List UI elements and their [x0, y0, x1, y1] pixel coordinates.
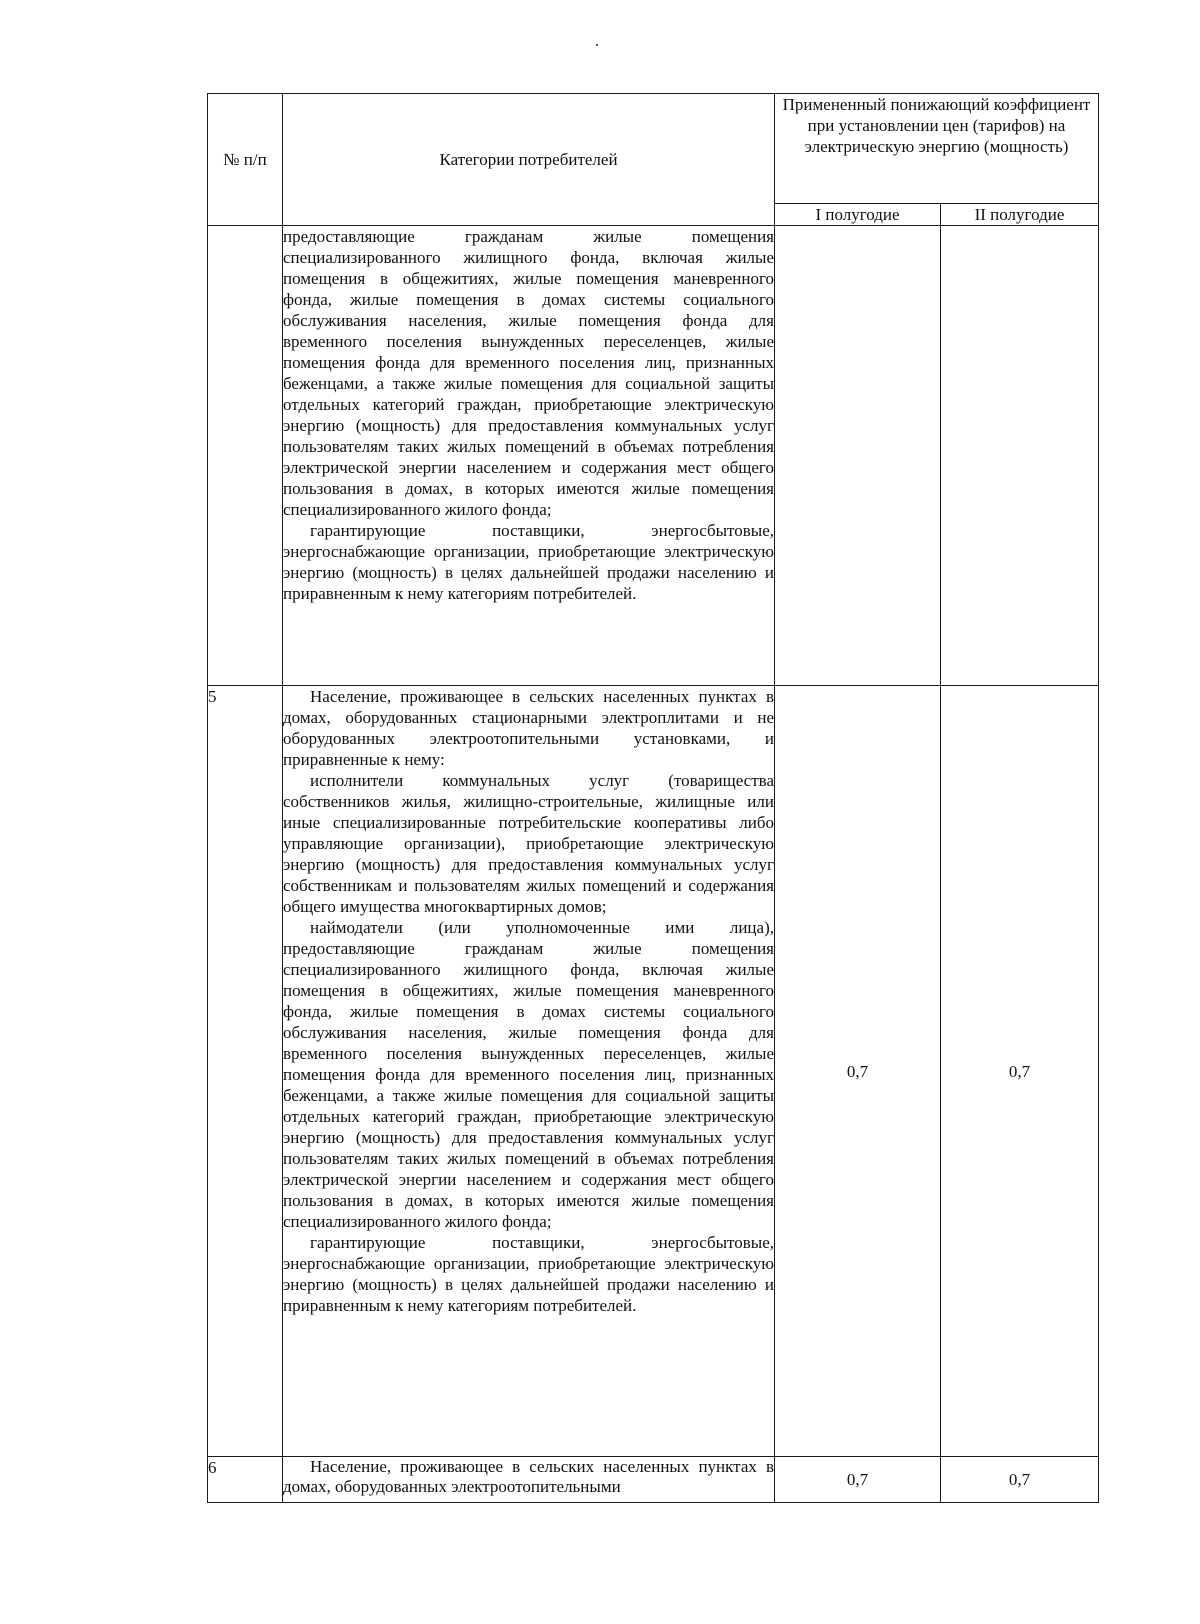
header-reduction-coefficient: Примененный понижающий коэффициент при установлении цен (тарифов) на электрическую энергию (мощность) [775, 94, 1099, 204]
first-half-coefficient: 0,7 [775, 686, 941, 1457]
table-row [208, 686, 1099, 1457]
first-half-coefficient: 0,7 [775, 1457, 941, 1503]
header-first-half-year: I полугодие [775, 204, 941, 226]
second-half-coefficient: 0,7 [941, 1457, 1099, 1503]
consumer-category-text [283, 1457, 775, 1503]
header-second-half-year: II полугодие [941, 204, 1099, 226]
second-half-coefficient: 0,7 [941, 686, 1099, 1457]
category-paragraph: исполнители коммунальных услуг (товарищества собственников жилья, жилищно-строительные, жилищные или иные специализированные потребительские кооперативы либо управляющие организации), приобретающие электрическую энергию (мощность) для предоставления коммунальных услуг собственникам и пользователям жилых помещений и содержания общего имущества многоквартирных домов; [283, 771, 774, 916]
category-paragraph: гарантирующие поставщики, энергосбытовые, энергоснабжающие организации, приобретающие электрическую энергию (мощность) в целях дальнейшей продажи населению и приравненным к нему категориям потребителей. [283, 521, 774, 603]
table-row [208, 226, 1099, 686]
row-number: 6 [208, 1457, 283, 1503]
row-number: 5 [208, 686, 283, 1457]
second-half-coefficient [941, 226, 1099, 686]
row-number [208, 226, 283, 686]
header-consumer-category: Категории потребителей [283, 94, 775, 226]
scan-speck [596, 44, 598, 46]
category-paragraph: Население, проживающее в сельских населенных пунктах в домах, оборудованных электроотопительными [283, 1457, 774, 1496]
category-paragraph: гарантирующие поставщики, энергосбытовые, энергоснабжающие организации, приобретающие электрическую энергию (мощность) в целях дальнейшей продажи населению и приравненным к нему категориям потребителей. [283, 1233, 774, 1315]
category-paragraph: Население, проживающее в сельских населенных пунктах в домах, оборудованных стационарными электроплитами и не оборудованных электроотопительными установками, и приравненные к нему: [283, 687, 774, 769]
tariff-coefficient-table [207, 93, 1099, 1503]
table-row [208, 1457, 1099, 1503]
header-row-number: № п/п [208, 94, 283, 226]
consumer-category-text [283, 686, 775, 1457]
first-half-coefficient [775, 226, 941, 686]
consumer-category-text [283, 226, 775, 686]
category-paragraph: наймодатели (или уполномоченные ими лица), предоставляющие гражданам жилые помещения специализированного жилищного фонда, включая жилые помещения в общежитиях, жилые помещения маневренного фонда, жилые помещения в домах системы социального обслуживания населения, жилые помещения фонда для временного поселения вынужденных переселенцев, жилые помещения фонда для временного поселения лиц, признанных беженцами, а также жилые помещения для социальной защиты отдельных категорий граждан, приобретающие электрическую энергию (мощность) для предоставления коммунальных услуг пользователям таких жилых помещений в объемах потребления электрической энергии населением и содержания мест общего пользования в домах, в которых имеются жилые помещения специализированного жилого фонда; [283, 918, 774, 1231]
category-paragraph: предоставляющие гражданам жилые помещения специализированного жилищного фонда, включая жилые помещения в общежитиях, жилые помещения маневренного фонда, жилые помещения в домах системы социального обслуживания населения, жилые помещения фонда для временного поселения вынужденных переселенцев, жилые помещения фонда для временного поселения лиц, признанных беженцами, а также жилые помещения для социальной защиты отдельных категорий граждан, приобретающие электрическую энергию (мощность) для предоставления коммунальных услуг пользователям таких жилых помещений в объемах потребления электрической энергии населением и содержания мест общего пользования в домах, в которых имеются жилые помещения специализированного жилого фонда; [283, 227, 774, 519]
